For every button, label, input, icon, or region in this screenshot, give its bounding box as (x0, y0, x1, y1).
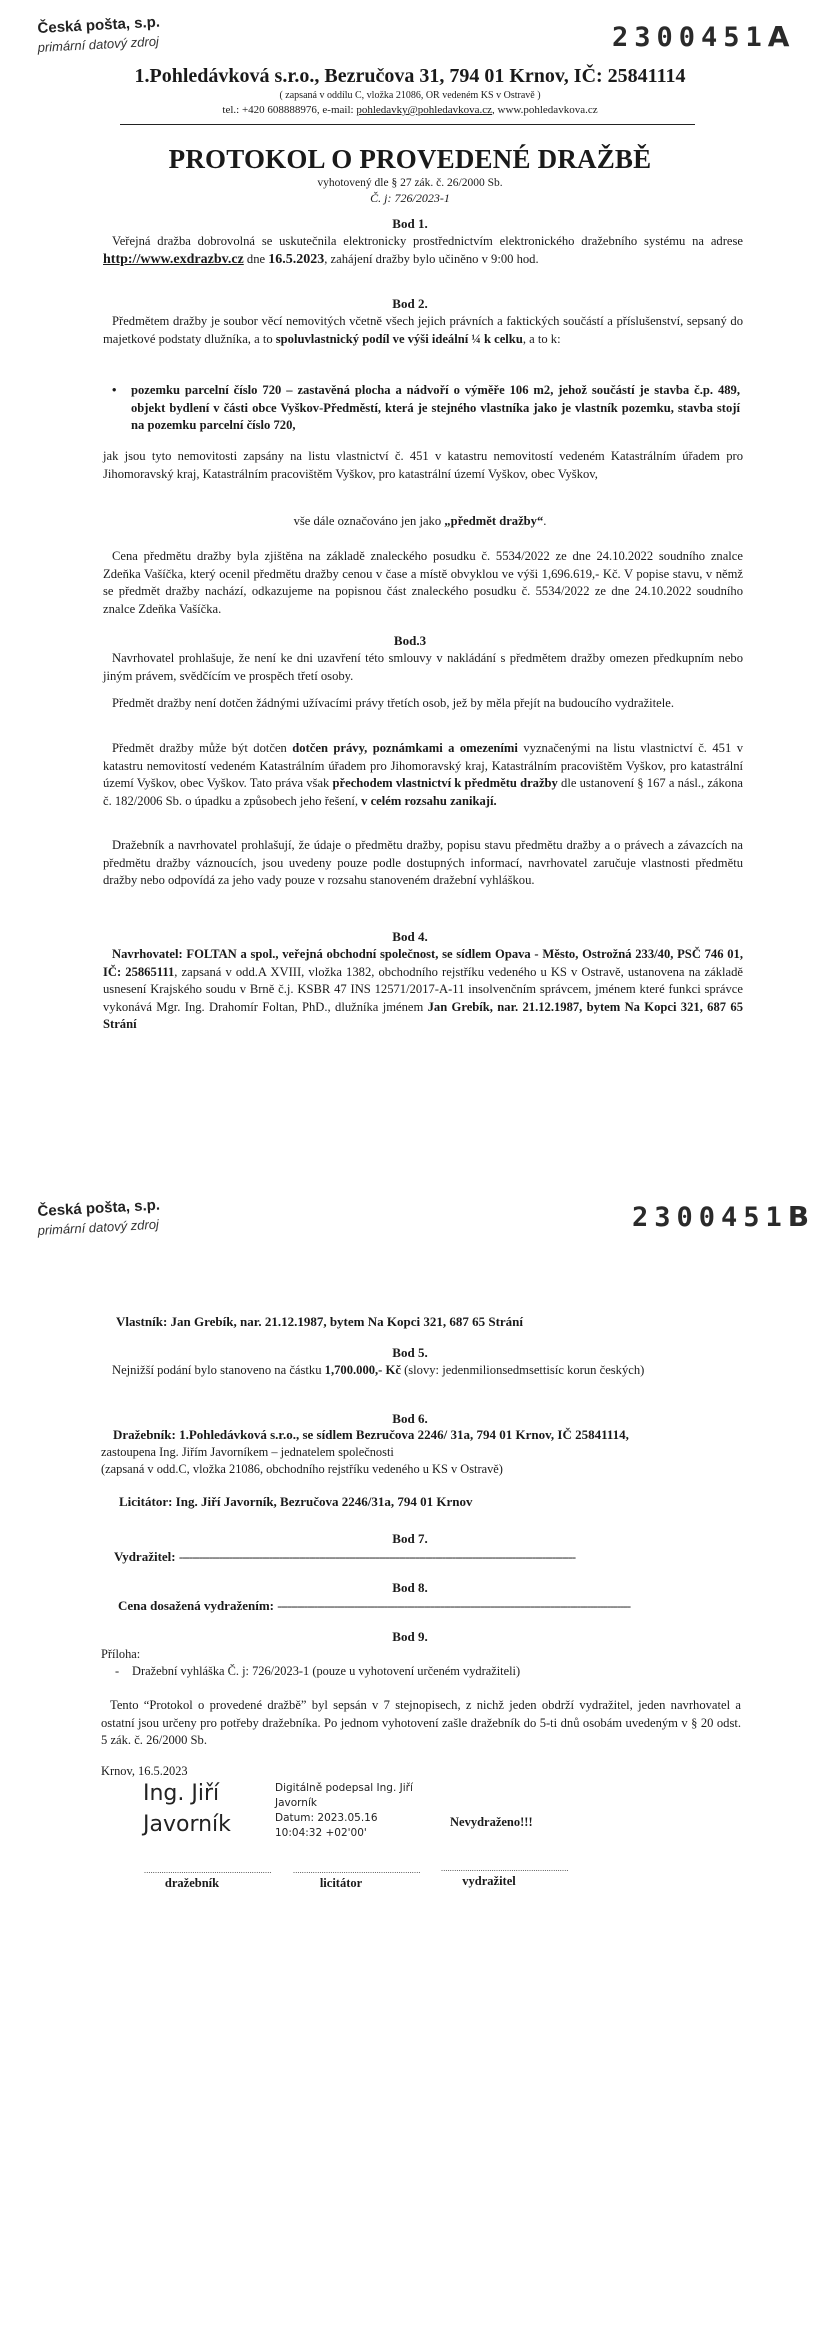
company-contact (0, 104, 820, 116)
document-title: PROTOKOL O PROVEDENÉ DRAŽBĚ (168, 144, 652, 174)
proposer: Navrhovatel: FOLTAN a spol., veřejná obchodní společnost, se sídlem Opava - Město, Ostrožná 233/40, PSČ 746 01, IČ: 25865111 (103, 947, 743, 979)
bod1-text-a: Veřejná dražba dobrovolná se uskutečnila elektronicky prostřednictvím elektronického dražebního systému na adrese (112, 234, 743, 248)
attachment-label: Příloha: (101, 1647, 141, 1661)
bod3-p3-c: dle ustanovení § 167 a násl., zákona č. 182/2006 Sb. o úpadku a způsobech jeho řešení, (103, 776, 743, 808)
property-description: pozemku parcelní číslo 720 – zastavěná plocha a nádvoří o výměře 106 m2, jehož součástí je stavba č.p. 489, objekt bydlení v části obce Vyškov-Předměstí, která je stejného vlastníka jako je vlastník pozemku, stavba stojí na pozemku parcelní číslo 720, (131, 383, 740, 433)
final-price-label: Cena dosažená vydražením: (118, 1598, 278, 1613)
debtor: Jan Grebík, nar. 21.12.1987, bytem Na Kopci 321, 687 65 Strání (103, 999, 743, 1032)
bod3-p2: Předmět dražby není dotčen žádnými užívacími právy třetích osob, jež by měla přejít na budoucího vydražitele. (112, 696, 674, 710)
place-date: Krnov, 16.5.2023 (101, 1764, 188, 1778)
auction-link[interactable]: http://www.exdrazbv.cz (103, 251, 244, 267)
bod2-designation (0, 514, 820, 529)
bod3-p3 (103, 740, 743, 810)
auctioneer: Dražebník: 1.Pohledávková s.r.o., se sídlem Bezručova 2246/ 31a, 794 01 Krnov, IČ 25841114, (113, 1427, 629, 1442)
winning-bidder-value: ----------------------------------------------------------------------------------------------------------------------- (178, 1549, 576, 1564)
winning-bidder-line (114, 1549, 746, 1565)
bod3-p3-a: Předmět dražby může být dotčen (112, 741, 293, 755)
bod2-intro (103, 313, 743, 348)
final-price-value: ---------------------------------------------------------------------------------------------------------- (277, 1598, 631, 1613)
winning-bidder-label: Vydražitel: (114, 1549, 179, 1564)
auctioneer-registration: (zapsaná v odd.C, vložka 21086, obchodního rejstříku vedeného u KS v Ostravě) (101, 1462, 503, 1476)
final-price-line (118, 1598, 744, 1614)
bod5-text (103, 1362, 743, 1380)
licitator: Licitátor: Ing. Jiří Javorník, Bezručova 2246/31a, 794 01 Krnov (119, 1494, 473, 1509)
bod7-heading: Bod 7. (392, 1531, 428, 1546)
designation-a: vše dále označováno jen jako (293, 514, 445, 528)
bod1-text-b: dne (243, 251, 269, 266)
bod3-heading: Bod.3 (393, 633, 427, 648)
company-title: 1.Pohledávková s.r.o., Bezručova 31, 794 01 Krnov, IČ: 25841114 (134, 65, 686, 87)
post-name: Česká pošta, s.p. (37, 1196, 161, 1220)
bod6-heading: Bod 6. (392, 1411, 428, 1426)
closing-paragraph: Tento “Protokol o provedené dražbě” byl sepsán v 7 stejnopisech, z nichž jeden obdrží vydražitel, jeden navrhovatel a ostatní jsou určeny pro potřeby dražebníka. Po jednom vyhotovení zašle dražebník do 5-ti dnů osobám uvedeným v § 20 odst. 5 zák. č. 26/2000 Sb. (101, 1698, 741, 1748)
bullet-dot-icon: • (112, 383, 117, 397)
owner-line: Vlastník: Jan Grebík, nar. 21.12.1987, bytem Na Kopci 321, 687 65 Strání (116, 1314, 524, 1329)
not-auctioned-label: Nevydraženo!!! (450, 1815, 533, 1829)
bod3-p3-bold2: přechodem vlastnictví k předmětu dražby (332, 776, 558, 791)
role-bidder: vydražitel (462, 1874, 516, 1888)
contact-prefix: tel.: +420 608888976, e-mail: (222, 104, 357, 116)
post-subtitle: primární datový zdroj (37, 33, 160, 55)
bod3-p3-bold1: dotčen právy, poznámkami a omezeními (292, 741, 518, 755)
bod5-text-a: Nejnižší podání bylo stanoveno na částku (112, 1363, 325, 1377)
digital-signature (275, 1781, 413, 1841)
bod4-body: , zapsaná v odd.A XVIII, vložka 1382, obchodního rejstříku vedeného u KS v Ostravě, ustanovena na základě usnesení Krajského soudu v Brně č.j. KSBR 47 INS 12571/2017-A-11 insolvenčním správcem, jménem které funkci správce vykonává Mgr. Ing. Drahomír Foltan, PhD., dlužníka jménem (103, 964, 744, 1014)
digital-signature-line1: Digitálně podepsal Ing. Jiří (275, 1782, 413, 1794)
signature-line-licitator: .......................................................... (293, 1866, 421, 1875)
auction-date: 16.5.2023 (268, 251, 325, 267)
post-subtitle: primární datový zdroj (37, 1216, 160, 1238)
stamp-number: 2300451 (632, 1202, 788, 1233)
minimum-bid: 1,700.000,- Kč (324, 1363, 401, 1377)
role-licitator: licitátor (319, 1876, 363, 1890)
bod3-p3-b: vyznačenými na listu vlastnictví č. 451 v katastru nemovitostí vedeném Katastrálním úřadem pro Jihomoravský kraj, Katastrálním pracovištěm Vyškov, pro katastrální území Vyškov, obec Vyškov. Tato práva však (103, 741, 743, 791)
bod2-intro-bold: spoluvlastnický podíl ve výši ideální ¼ k celku (275, 331, 523, 346)
document-reference: Č. j: 726/2023-1 (370, 191, 450, 205)
designation-b: . (543, 514, 547, 528)
signature-line-auctioneer: .......................................................... (144, 1866, 272, 1875)
bod5-text-b: (slovy: jedenmilionsedmsettisíc korun českých) (400, 1363, 645, 1377)
stamp-number: 2300451 (612, 22, 768, 53)
bod2-intro-a: Předmětem dražby je soubor věcí nemovitých včetně všech jejich právních a faktických součástí a příslušenství, sepsaný do majetkové podstaty dlužníka, a to (103, 314, 743, 346)
stamp-letter: A (767, 20, 790, 53)
signature-name (143, 1778, 231, 1840)
bod4-heading: Bod 4. (392, 929, 428, 944)
document-stamp (612, 20, 789, 53)
signature-name-line1: Ing. Jiří (143, 1781, 220, 1806)
bod4-text (103, 946, 743, 1034)
header-divider (120, 124, 695, 125)
email-link[interactable]: pohledavky@pohledavkova.cz (356, 104, 492, 116)
role-auctioneer: dražebník (164, 1876, 220, 1890)
bod9-heading: Bod 9. (392, 1629, 428, 1644)
bod3-p1: Navrhovatel prohlašuje, že není ke dni uzavření této smlouvy v nakládání s předmětem dražby omezen předkupním nebo jiným právem, svědčícím ve prospěch třetí osoby. (103, 651, 743, 683)
signature-line-bidder: .......................................................... (441, 1864, 569, 1873)
post-name: Česká pošta, s.p. (37, 13, 161, 38)
bod1-text (103, 233, 743, 268)
property-bullet (112, 382, 740, 435)
bod1-heading: Bod 1. (392, 216, 428, 231)
auctioneer-represented: zastoupena Ing. Jiřím Javorníkem – jednatelem společnosti (101, 1445, 394, 1459)
bod1-text-c: , zahájení dražby bylo učiněno v 9:00 hod. (324, 251, 539, 266)
bod3-p4: Dražebník a navrhovatel prohlašují, že údaje o předmětu dražby, popisu stavu předmětu dražby a o právech a závazcích na předmětu dražby váznoucích, jsou uvedeny pouze podle dostupných informací, navrhovatel zaručuje vlastnosti předmětu dražby nebo odpovídá za jeho vady pouze v rozsahu stanoveném dražební vyhláškou. (103, 838, 743, 888)
bod2-price: Cena předmětu dražby byla zjištěna na základě znaleckého posudku č. 5534/2022 ze dne 24.10.2022 soudního znalce Zdeňka Vašíčka, který ocenil předmětu dražby cenou v čase a místě obvyklou ve výši 1,696.619,- Kč. V popise stavu, v němž se předmět dražby nachází, odkazujeme na popisnou část znaleckého posudku č. 5534/2022 ze dne 24.10.2022 soudního znalce Zdeňka Vašíčka. (103, 549, 743, 616)
attachment-item: Dražební vyhláška Č. j: 726/2023-1 (pouze u vyhotovení určeném vydražiteli) (132, 1664, 521, 1678)
document-stamp (632, 1200, 809, 1233)
digital-signature-line2: Javorník (275, 1797, 317, 1809)
designation-bold: „předmět dražby“ (444, 514, 544, 528)
bod2-registry: jak jsou tyto nemovitosti zapsány na listu vlastnictví č. 451 v katastru nemovitostí vedeném Katastrálním úřadem pro Jihomoravský kraj, Katastrálním pracovištěm Vyškov, pro katastrální území Vyškov, obec Vyškov, (103, 449, 743, 481)
bod8-heading: Bod 8. (392, 1580, 428, 1595)
document-subtitle: vyhotovený dle § 27 zák. č. 26/2000 Sb. (317, 177, 503, 189)
attachment-dash: - (115, 1664, 120, 1678)
digital-signature-time: 10:04:32 +02'00' (275, 1827, 367, 1839)
bod5-heading: Bod 5. (392, 1345, 428, 1360)
contact-suffix: , www.pohledavkova.cz (492, 104, 598, 116)
company-registration: ( zapsaná v oddílu C, vložka 21086, OR vedeném KS v Ostravě ) (279, 90, 541, 101)
bod3-p3-bold3: v celém rozsahu zanikají. (361, 793, 497, 808)
bod2-heading: Bod 2. (392, 296, 428, 311)
signature-name-line2: Javorník (143, 1812, 231, 1837)
digital-signature-date: Datum: 2023.05.16 (275, 1812, 378, 1824)
bod2-intro-b: , a to k: (522, 331, 561, 346)
stamp-letter: B (787, 1200, 810, 1233)
